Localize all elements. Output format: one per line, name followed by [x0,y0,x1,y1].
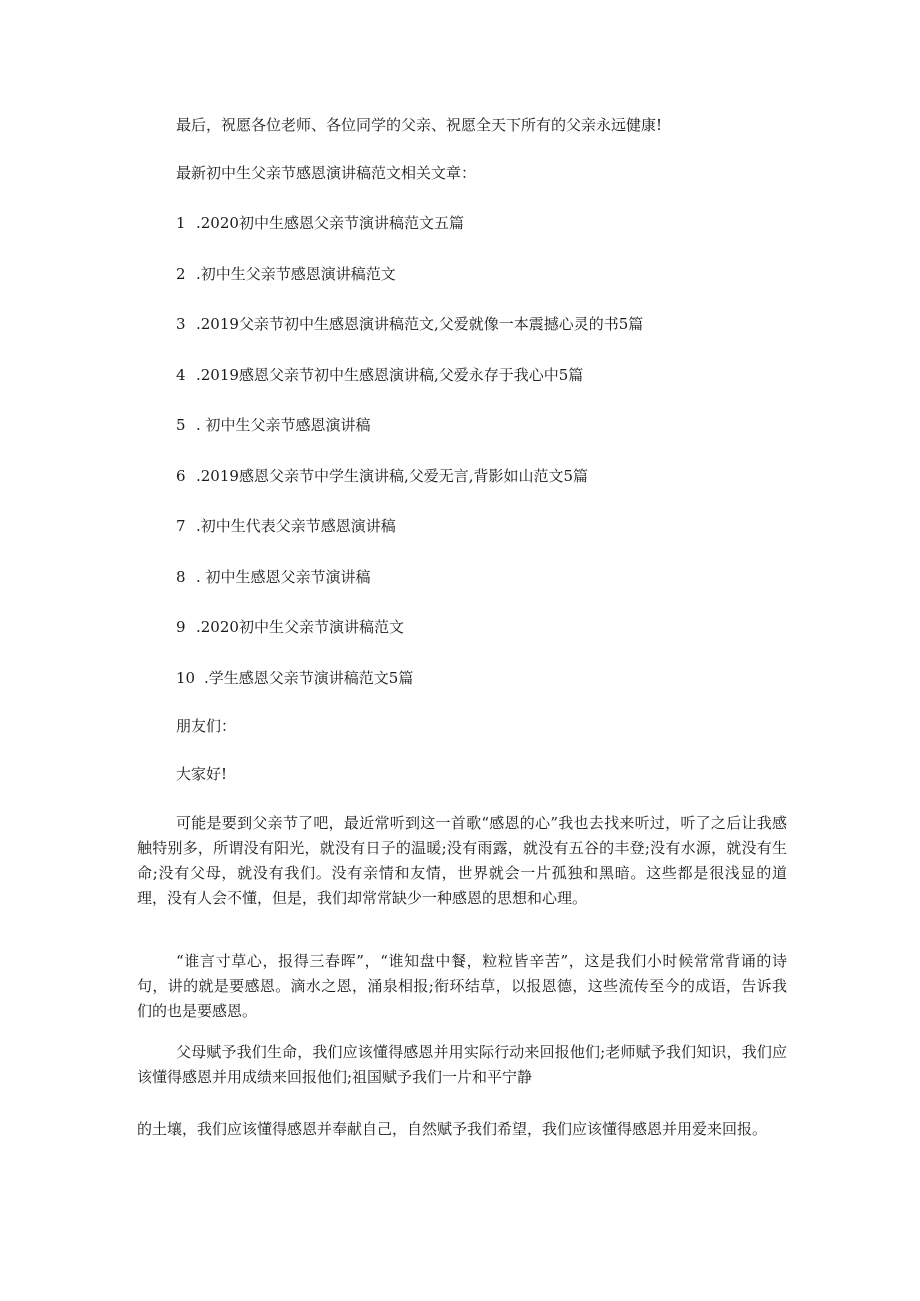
list-item-title: .学生感恩父亲节演讲稿范文5篇 [204,669,414,687]
related-articles-heading: 最新初中生父亲节感恩演讲稿范文相关文章： [176,164,477,182]
list-item-title: .2019感恩父亲节初中生感恩演讲稿,父爱永存于我心中5篇 [196,366,584,384]
speech-paragraph: 的土壤，我们应该懂得感恩并奉献自己，自然赋予我们希望，我们应该懂得感恩并用爱来回报。 [137,1120,768,1138]
related-article-link[interactable] [176,365,583,385]
speech-salutation: 朋友们： [176,717,237,735]
list-item-title: .2019感恩父亲节中学生演讲稿,父爱无言,背影如山范文5篇 [196,467,589,485]
related-article-link[interactable] [176,264,396,284]
closing-wish: 最后，祝愿各位老师、各位同学的父亲、祝愿全天下所有的父亲永远健康! [176,116,663,134]
list-item-title: .2020初中生父亲节演讲稿范文 [196,618,404,636]
list-number: 4 [176,366,186,384]
speech-paragraph: 可能是要到父亲节了吧，最近常听到这一首歌“感恩的心”我也去找来听过，听了之后让我感触特别多，所谓没有阳光，就没有日子的温暖;没有雨露，就没有五谷的丰登;没有水源，就没有生命;没有父母，就没有我们。没有亲情和友情，世界就会一片孤独和黑暗。这些都是很浅显的道理，没有人会不懂，但是，我们却常常缺少一种感恩的思想和心理。 [137,814,787,907]
list-item-title: .初中生代表父亲节感恩演讲稿 [196,517,396,535]
related-article-link[interactable] [176,668,413,688]
list-number: 6 [176,467,186,485]
list-item-title: .2020初中生感恩父亲节演讲稿范文五篇 [196,214,464,232]
related-article-link[interactable] [176,617,404,637]
speech-paragraph: 父母赋予我们生命，我们应该懂得感恩并用实际行动来回报他们;老师赋予我们知识，我们应该懂得感恩并用成绩来回报他们;祖国赋予我们一片和平宁静 [137,1043,787,1086]
list-item-title: . 初中生父亲节感恩演讲稿 [196,416,371,434]
list-number: 10 [176,669,196,687]
related-article-link[interactable] [176,213,464,233]
related-article-link[interactable] [176,466,588,486]
speech-greeting: 大家好! [176,765,228,783]
list-item-title: . 初中生感恩父亲节演讲稿 [196,568,371,586]
list-number: 2 [176,265,186,283]
list-number: 5 [176,416,186,434]
related-article-link[interactable] [176,314,643,334]
speech-paragraph: “谁言寸草心，报得三春晖”，“谁知盘中餐，粒粒皆辛苦”，这是我们小时候常常背诵的诗句，讲的就是要感恩。滴水之恩，涌泉相报;衔环结草，以报恩德，这些流传至今的成语，告诉我们的也是要感恩。 [137,952,787,1020]
related-article-link[interactable] [176,567,371,587]
list-number: 1 [176,214,186,232]
list-item-title: .初中生父亲节感恩演讲稿范文 [196,265,396,283]
related-article-link[interactable] [176,516,396,536]
list-number: 3 [176,315,186,333]
list-number: 8 [176,568,186,586]
list-number: 7 [176,517,186,535]
list-number: 9 [176,618,186,636]
related-article-link[interactable] [176,415,371,435]
list-item-title: .2019父亲节初中生感恩演讲稿范文,父爱就像一本震撼心灵的书5篇 [196,315,644,333]
